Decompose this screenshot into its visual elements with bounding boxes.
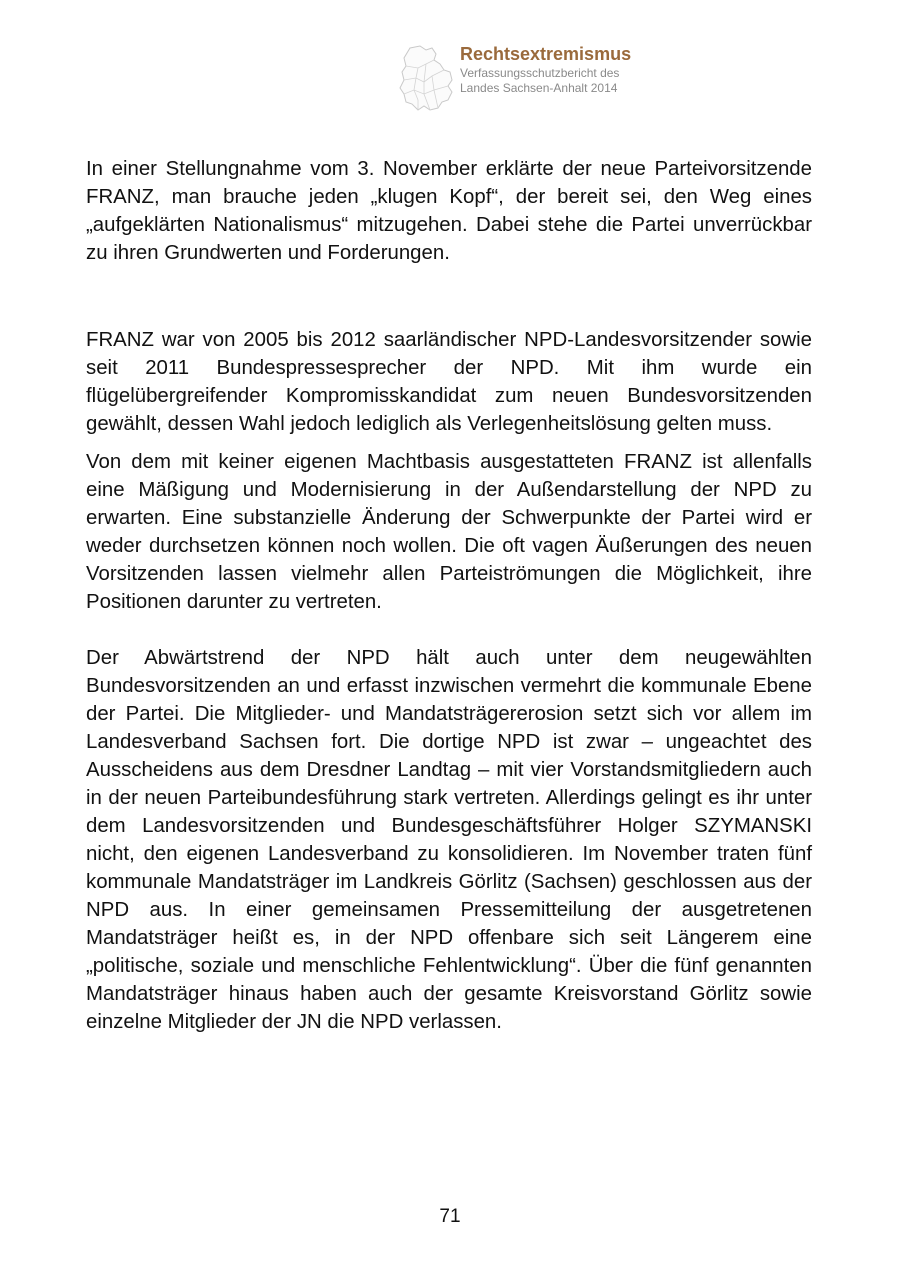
page-number: 71 xyxy=(439,1206,461,1227)
saxony-anhalt-map-icon xyxy=(398,44,456,114)
paragraph: Von dem mit keiner eigenen Machtbasis ausgestatteten FRANZ ist allenfalls eine Mäßigung und Modernisierung in der Außendarstellung der NPD zu erwarten. Eine substanzielle Änderung der Schwerpunkte der Partei wird er weder durchsetzen können noch wollen. Die oft vagen Äußerungen des neuen Vorsitzenden lassen vielmehr allen Parteiströmungen die Möglichkeit, ihre Positionen darunter zu vertreten. xyxy=(86,451,812,613)
header-title: Rechtsextremismus xyxy=(460,44,632,64)
header-text xyxy=(460,42,631,96)
paragraph: Der Abwärtstrend der NPD hält auch unter dem neugewählten Bundesvorsitzenden an und erfasst inzwischen vermehrt die kommunale Ebene der Partei. Die Mitglieder- und Mandatsträgererosion setzt sich vor allem im Landesverband Sachsen fort. Die dortige NPD ist zwar – ungeachtet des Ausscheidens aus dem Dresdner Landtag – mit vier Vorstandsmitgliedern auch in der neuen Parteibundesführung stark vertreten. Allerdings gelingt es ihr unter dem Landesvorsitzenden und Bundesgeschäftsführer Holger SZYMANSKI nicht, den eigenen Landesverband zu konsolidieren. Im November traten fünf kommunale Mandatsträger im Landkreis Görlitz (Sachsen) geschlossen aus der NPD aus. In einer gemeinsamen Pressemitteilung der ausgetretenen Mandatsträger heißt es, in der NPD offenbare sich seit Längerem eine „politische, soziale und menschliche Fehlentwicklung“. Über die fünf genannten Mandatsträger hinaus haben auch der gesamte Kreisvorstand Görlitz sowie einzelne Mitglieder der JN die NPD verlassen. xyxy=(86,647,812,1033)
paragraph: FRANZ war von 2005 bis 2012 saarländischer NPD-Landesvorsitzender sowie seit 2011 Bundespressesprecher der NPD. Mit ihm wurde ein flügelübergreifender Kompromisskandidat zum neuen Bundesvorsitzenden gewählt, dessen Wahl jedoch lediglich als Verlegenheitslösung gelten muss. xyxy=(86,329,812,435)
page-header xyxy=(398,42,698,114)
paragraph: In einer Stellungnahme vom 3. November erklärte der neue Parteivorsitzende FRANZ, man brauche jeden „klugen Kopf“, der bereit sei, den Weg eines „aufgeklärten Nationalismus“ mitzugehen. Dabei stehe die Partei unverrückbar zu ihren Grundwerten und Forderungen. xyxy=(86,158,812,264)
header-subtitle-line2: Landes Sachsen-Anhalt 2014 xyxy=(460,81,618,95)
body-content xyxy=(86,155,812,1036)
header-subtitle-line1: Verfassungsschutzbericht des xyxy=(460,66,620,80)
